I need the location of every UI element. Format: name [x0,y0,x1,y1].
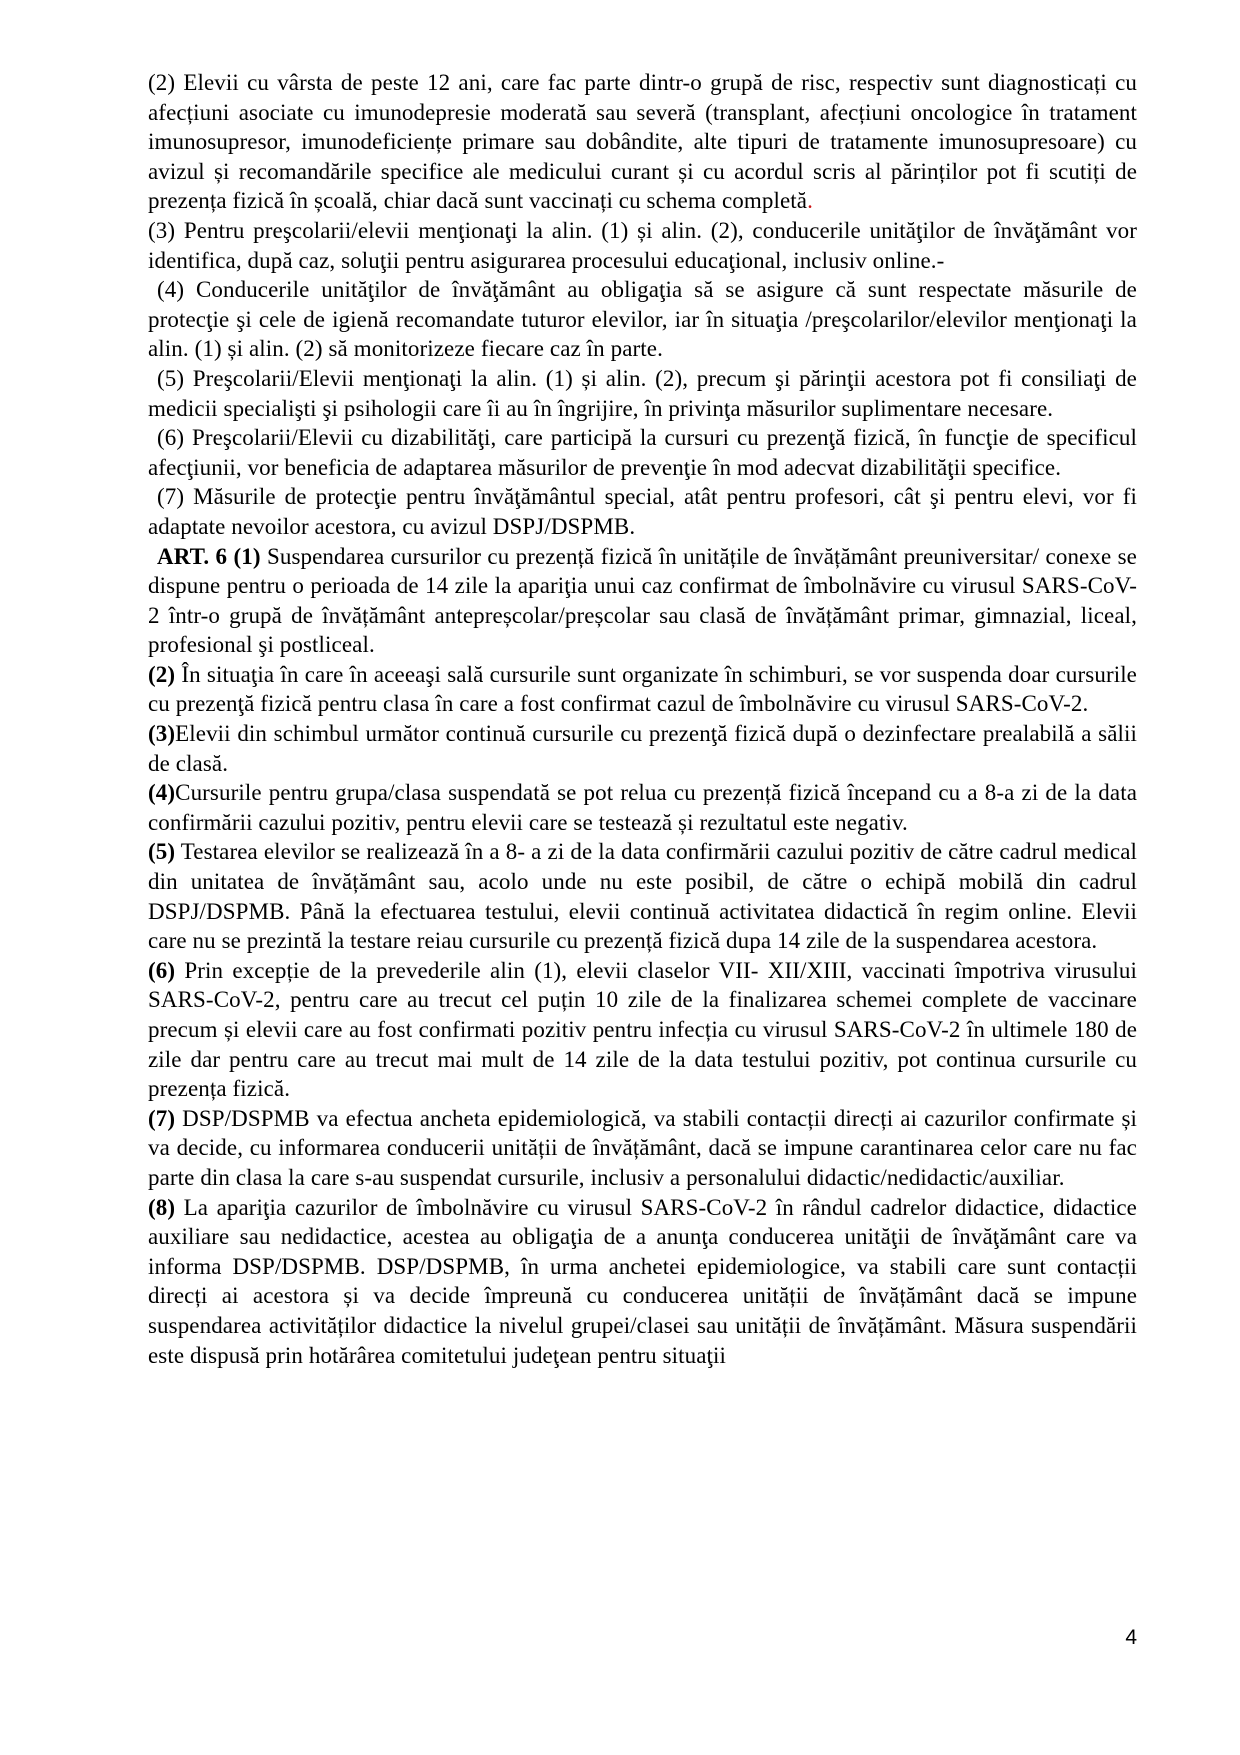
art6-paragraph-1 [148,542,1137,660]
art6-paragraph-3 [148,719,1137,778]
paragraph-7: (7) Măsurile de protecţie pentru învăţământul special, atât pentru profesori, cât şi pentru elevi, vor fi adaptate nevoilor acestora, cu avizul DSPJ/DSPMB. [148,484,1137,539]
art6-paragraph-7-text: DSP/DSPMB va efectua ancheta epidemiologică, va stabili contacții direcți ai cazurilor confirmate și va decide, cu informarea conducerii unității de învățământ, dacă se impune carantinarea celor care nu fac parte din clasa la care s-au suspendat cursurile, inclusiv a personalului didactic/nedidactic/auxiliar. [148,1105,1137,1190]
art6-paragraph-2-marker: (2) [148,661,176,687]
paragraph-2 [148,68,1137,216]
art6-paragraph-6-text: Prin excepție de la prevederile alin (1), elevii claselor VII- XII/XIII, vaccinati împotriva virusului SARS-CoV-2, pentru care au trecut cel puțin 10 zile de la finalizarea schemei complete de vaccinare precum și elevii care au fost confirmati pozitiv pentru infecția cu virusul SARS-CoV-2 în ultimele 180 de zile dar pentru care au trecut mai mult de 14 zile de la data testului pozitiv, pot continua cursurile cu prezența fizică. [148,957,1137,1102]
art6-paragraph-7 [148,1104,1137,1193]
art6-paragraph-5 [148,837,1137,955]
art6-paragraph-6-marker: (6) [148,957,176,983]
paragraph-5: (5) Preşcolarii/Elevii menţionaţi la alin. (1) și alin. (2), precum şi părinţii acestora pot fi consiliaţi de medicii specialişti şi psihologii care îi au în îngrijire, în privinţa măsurilor suplimentare necesare. [148,365,1137,421]
art6-paragraph-6 [148,956,1137,1104]
art6-paragraph-8-text: La apariţia cazurilor de îmbolnăvire cu virusul SARS-CoV-2 în rândul cadrelor didactice, didactice auxiliare sau nedidactice, acestea au obligaţia de a anunţa conducerea unităţii de învăţământ care va informa DSP/DSPMB. DSP/DSPMB, în urma anchetei epidemiologice, va stabili care sunt contacții direcți ai acestora și va decide împreună cu conducerea unității de învățământ dacă se impune suspendarea activităților didactice la nivelul grupei/clasei sau unității de învățământ. Măsura suspendării este dispusă prin hotărârea comitetului judeţean pentru situaţii [148,1194,1137,1368]
art6-paragraph-1-text: Suspendarea cursurilor cu prezență fizică în unitățile de învățământ preuniversitar/ conexe se dispune pentru o perioada de 14 zile la apariţia unui caz confirmat de îmbolnăvire cu virusul SARS-CoV-2 într-o grupă de învățământ antepreșcolar/preșcolar sau clasă de învățământ primar, gimnazial, liceal, profesional şi postliceal. [148,543,1137,658]
art6-paragraph-2 [148,660,1137,719]
art6-paragraph-3-text: Elevii din schimbul următor continuă cursurile cu prezenţă fizică după o dezinfectare prealabilă a sălii de clasă. [148,721,1137,776]
art6-paragraph-8-marker: (8) [148,1194,176,1220]
art6-paragraph-3-marker: (3) [148,721,176,747]
art6-heading-marker: ART. 6 (1) [157,543,261,569]
art6-paragraph-5-text: Testarea elevilor se realizează în a 8- a zi de la data confirmării cazului pozitiv de către cadrul medical din unitatea de învățământ sau, acolo unde nu este posibil, de către o echipă mobilă din cadrul DSPJ/DSPMB. Până la efectuarea testului, elevii continuă activitatea didactică în regim online. Elevii care nu se prezintă la testare reiau cursurile cu prezență fizică dupa 14 zile de la suspendarea acestora. [148,839,1137,954]
art6-paragraph-5-marker: (5) [148,839,176,865]
red-period: . [807,188,813,214]
paragraph-2-text: (2) Elevii cu vârsta de peste 12 ani, care fac parte dintr-o grupă de risc, respectiv sunt diagnosticați cu afecțiuni asociate cu imunodepresie moderată sau severă (transplant, afecțiuni oncologice în tratament imunosupresor, imunodeficiențe primare sau dobândite, alte tipuri de tratamente imunosupresoare) cu avizul și recomandările specifice ale medicului curant și cu acordul scris al părinților pot fi scutiți de prezența fizică în școală, chiar dacă sunt vaccinați cu schema completă [148,70,1137,214]
paragraph-3: (3) Pentru preşcolarii/elevii menţionaţi la alin. (1) și alin. (2), conducerile unităţilor de învăţământ vor identifica, după caz, soluţii pentru asigurarea procesului educaţional, inclusiv online.- [148,217,1137,273]
page-number: 4 [1125,1626,1137,1649]
paragraph-6: (6) Preşcolarii/Elevii cu dizabilităţi, care participă la cursuri cu prezenţă fizică, în funcţie de specificul afecţiunii, vor beneficia de adaptarea măsurilor de prevenţie în mod adecvat dizabilităţii specifice. [148,425,1137,480]
art6-paragraph-2-text: În situaţia în care în aceeaşi sală cursurile sunt organizate în schimburi, se vor suspenda doar cursurile cu prezenţă fizică pentru clasa în care a fost confirmat cazul de îmbolnăvire cu virusul SARS-CoV-2. [148,661,1137,717]
art6-paragraph-7-marker: (7) [148,1105,176,1131]
page-content [148,68,1137,1370]
art6-paragraph-4-marker: (4) [148,780,176,806]
art6-paragraph-4 [148,778,1137,837]
art6-paragraph-4-text: Cursurile pentru grupa/clasa suspendată se pot relua cu prezență fizică începand cu a 8-a zi de la data confirmării cazului pozitiv, pentru elevii care se testează și rezultatul este negativ. [148,780,1137,835]
art6-paragraph-8 [148,1193,1137,1371]
paragraph-4: (4) Conducerile unităţilor de învăţământ au obligaţia să se asigure că sunt respectate măsurile de protecţie şi cele de igienă recomandate tuturor elevilor, iar în situaţia /preşcolarilor/elevilor menţionaţi la alin. (1) și alin. (2) să monitorizeze fiecare caz în parte. [148,277,1137,362]
